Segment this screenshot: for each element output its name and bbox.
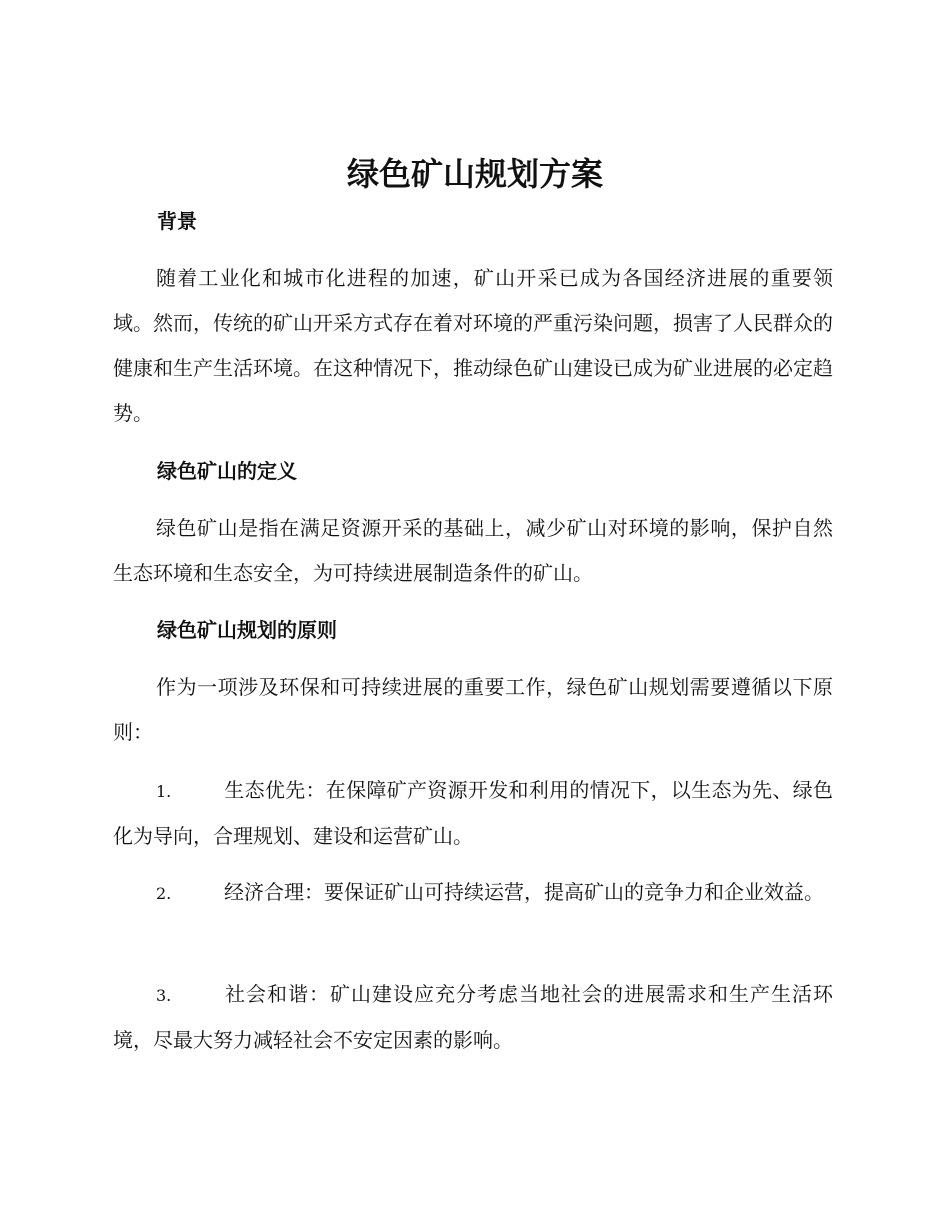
list-number: 3. <box>156 986 172 1005</box>
list-item-text: 经济合理：要保证矿山可持续运营，提高矿山的竞争力和企业效益。 <box>224 880 824 904</box>
paragraph-background: 随着工业化和城市化进程的加速，矿山开采已成为各国经济进展的重要领域。然而，传统的矿山开采方式存在着对环境的严重污染问题，损害了人民群众的健康和生产生活环境。在这种情况下，推动绿色矿山建设已成为矿业进展的必定趋势。 <box>113 266 833 425</box>
section-heading-principles: 绿色矿山规划的原则 <box>157 618 337 642</box>
list-item-principle-1 <box>113 768 833 859</box>
paragraph-definition: 绿色矿山是指在满足资源开采的基础上，减少矿山对环境的影响，保护自然生态环境和生态安全，为可持续进展制造条件的矿山。 <box>113 516 833 585</box>
list-item-text: 社会和谐：矿山建设应充分考虑当地社会的进展需求和生产生活环境，尽最大努力减轻社会不安定因素的影响。 <box>113 982 833 1052</box>
list-item-text: 生态优先：在保障矿产资源开发和利用的情况下，以生态为先、绿色化为导向，合理规划、建设和运营矿山。 <box>113 778 833 848</box>
list-item-principle-3 <box>113 972 833 1063</box>
paragraph-principles-intro: 作为一项涉及环保和可持续进展的重要工作，绿色矿山规划需要遵循以下原则： <box>113 675 833 744</box>
section-heading-definition: 绿色矿山的定义 <box>157 459 297 483</box>
list-number: 1. <box>156 782 172 801</box>
list-item-principle-2 <box>113 870 833 916</box>
section-heading-background: 背景 <box>157 209 197 233</box>
document-title: 绿色矿山规划方案 <box>346 155 603 193</box>
list-number: 2. <box>156 884 172 903</box>
